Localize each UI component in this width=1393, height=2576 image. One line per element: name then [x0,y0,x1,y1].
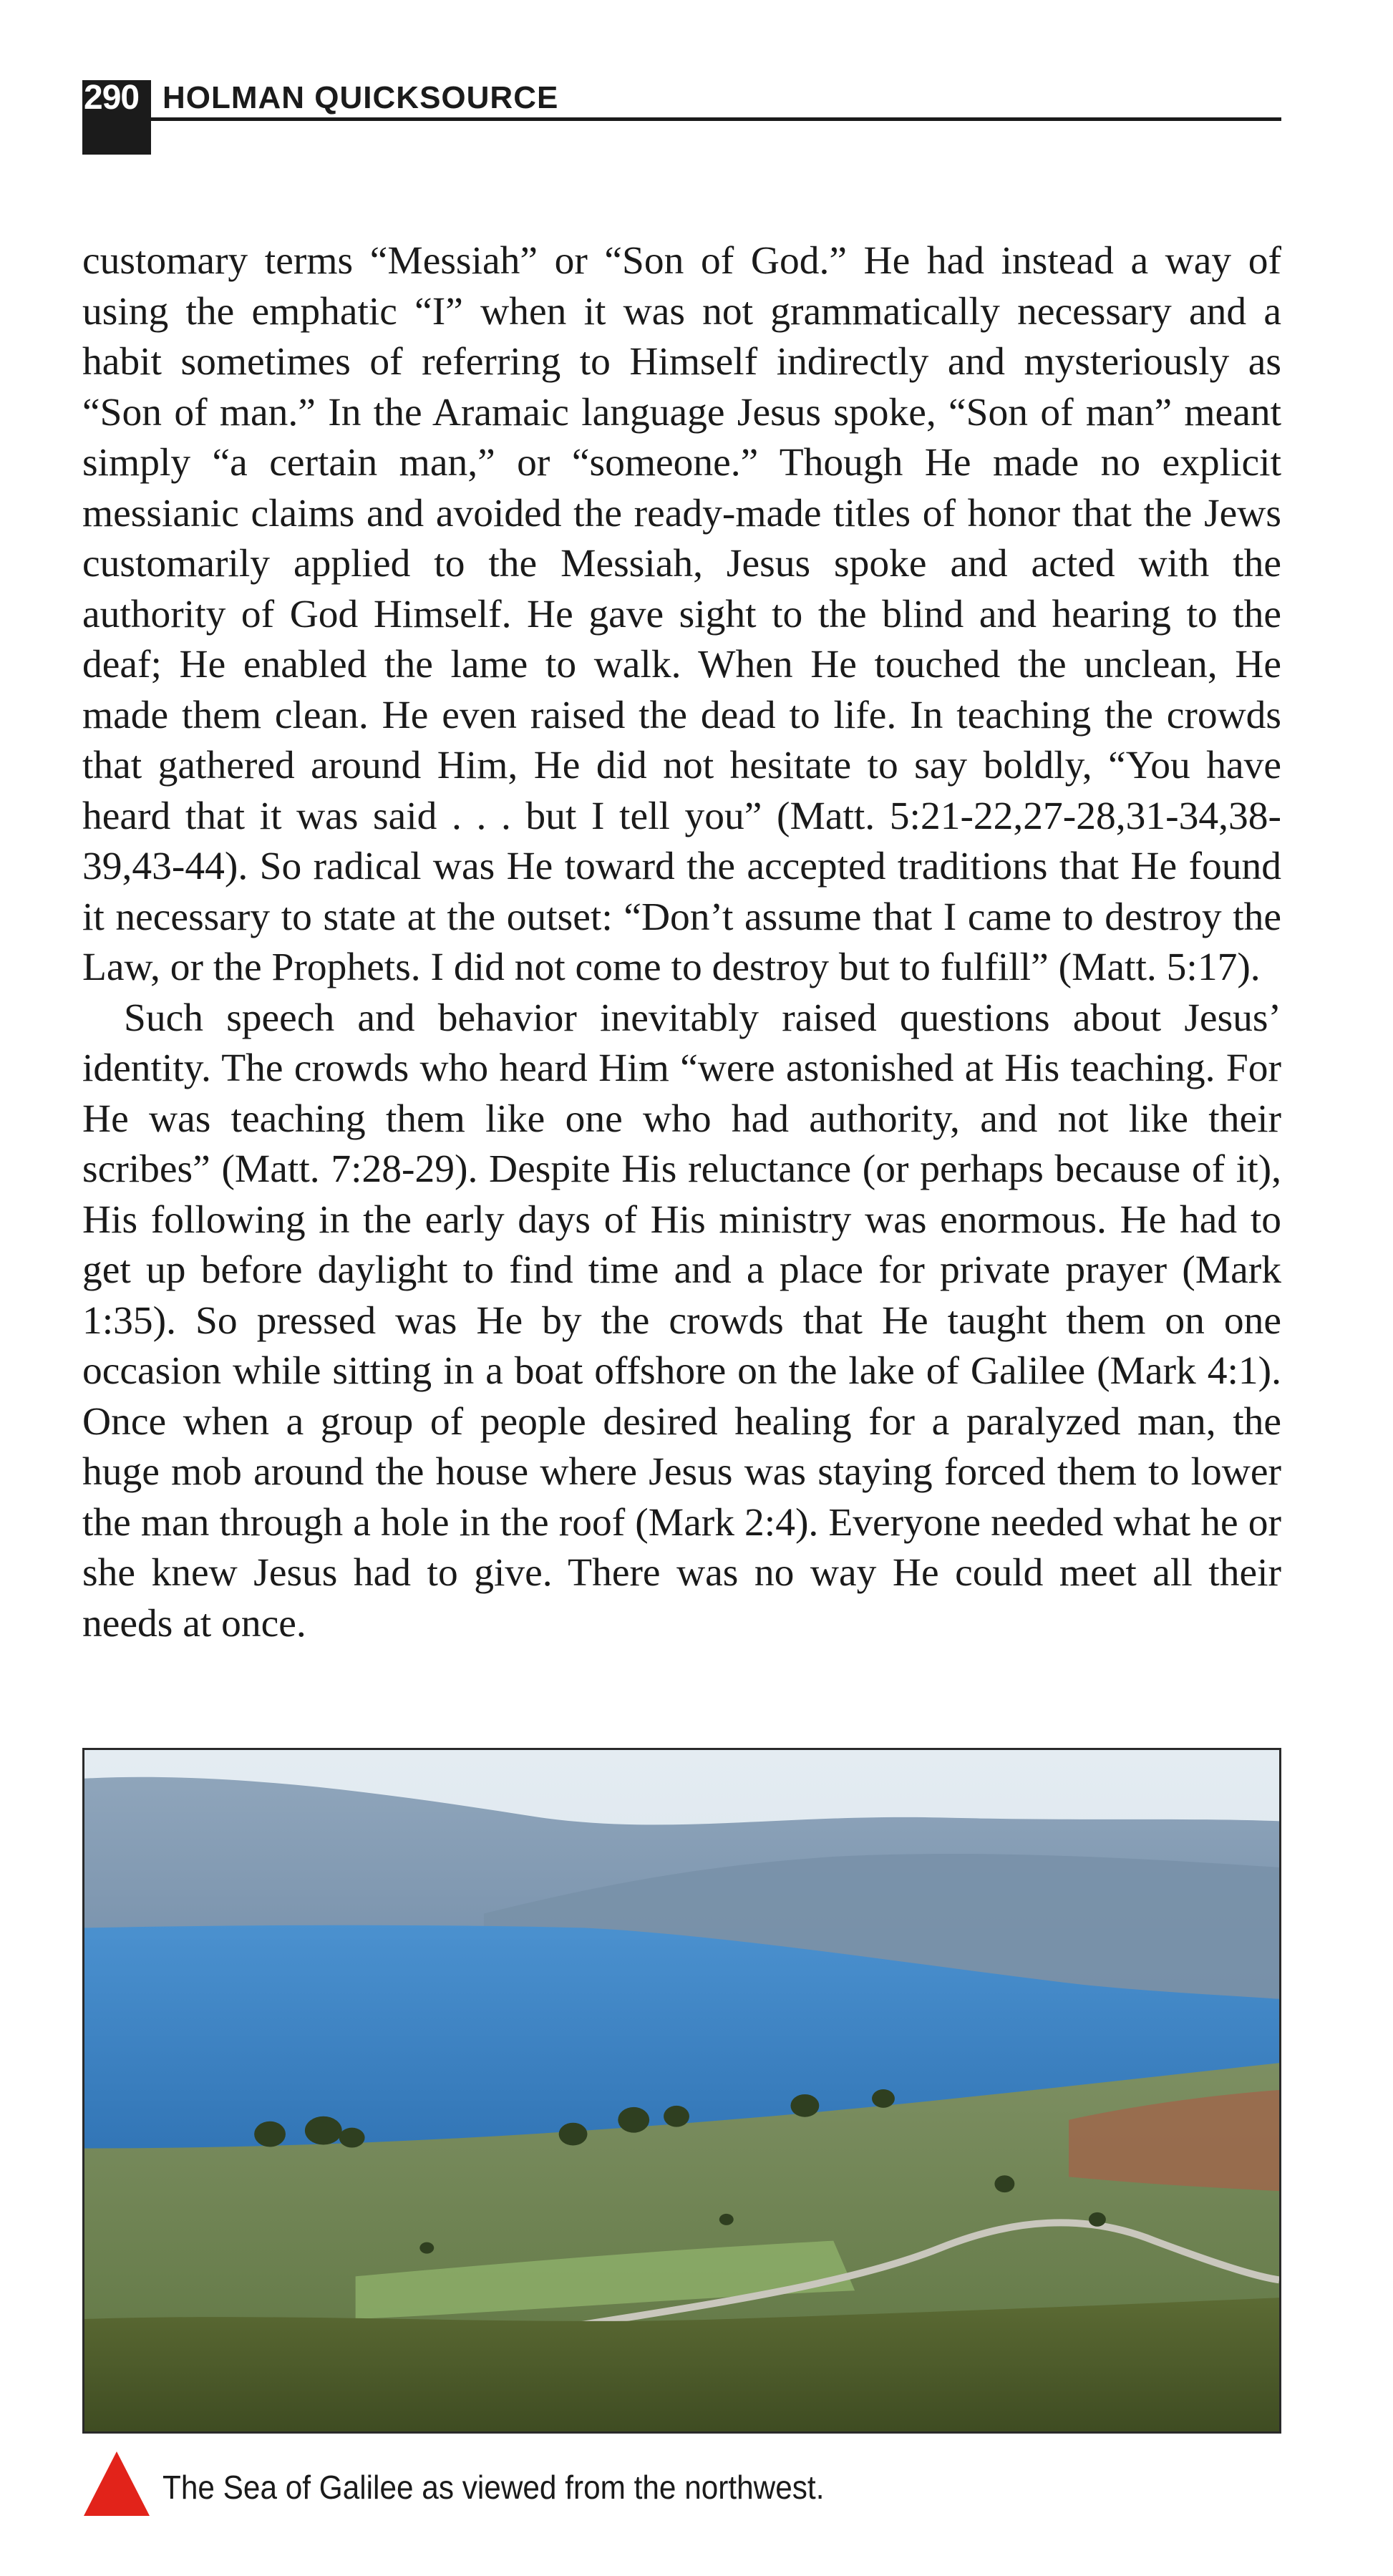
page-number: 290 [82,80,151,155]
landscape-illustration [84,1750,1279,2431]
red-triangle-icon [84,2451,150,2516]
header-rule [151,117,1281,121]
body-text [82,236,1281,1649]
running-head: HOLMAN QUICKSOURCE [162,80,559,115]
paragraph-2: Such speech and behavior inevitably raised questions about Jesus’ identity. The crowds who heard Him “were astonished at His teaching. For He was teaching them like one who had authority, and not like their scribes” (Matt. 7:28-29). Despite His reluctance (or perhaps because of it), His following in the early days of His ministry was enormous. He had to get up before daylight to find time and a place for private prayer (Mark 1:35). So pressed was He by the crowds that He taught them on one occasion while sitting in a boat offshore on the lake of Galilee (Mark 4:1). Once when a group of people desired healing for a paralyzed man, the huge mob around the house where Jesus was staying forced them to lower the man through a hole in the roof (Mark 2:4). Everyone needed what he or she knew Jesus had to give. There was no way He could meet all their needs at once. [82,996,1281,1646]
sea-of-galilee-photo [82,1748,1281,2434]
caption-text: The Sea of Galilee as viewed from the northwest. [162,2469,825,2506]
figure-caption [82,2451,1281,2523]
paragraph-1: customary terms “Messiah” or “Son of God.” He had instead a way of using the emphatic “I” when it was not grammatically necessary and a habit sometimes of referring to Himself indirectly and mysteriously as “Son of man.” In the Aramaic language Jesus spoke, “Son of man” meant simply “a certain man,” or “someone.” Though He made no explicit messianic claims and avoided the ready-made titles of honor that the Jews customarily applied to the Messiah, Jesus spoke and acted with the authority of God Himself. He gave sight to the blind and hearing to the deaf; He enabled the lame to walk. When He touched the unclean, He made them clean. He even raised the dead to life. In teaching the crowds that gathered around Him, He did not hesitate to say boldly, “You have heard that it was said . . . but I tell you” (Matt. 5:21-22,27-28,31-34,38-39,43-44). So radical was He toward the accepted traditions that He found it necessary to state at the outset: “Don’t assume that I came to destroy the Law, or the Prophets. I did not come to destroy but to fulfill” (Matt. 5:17). [82,239,1281,989]
page-header [82,77,1281,156]
